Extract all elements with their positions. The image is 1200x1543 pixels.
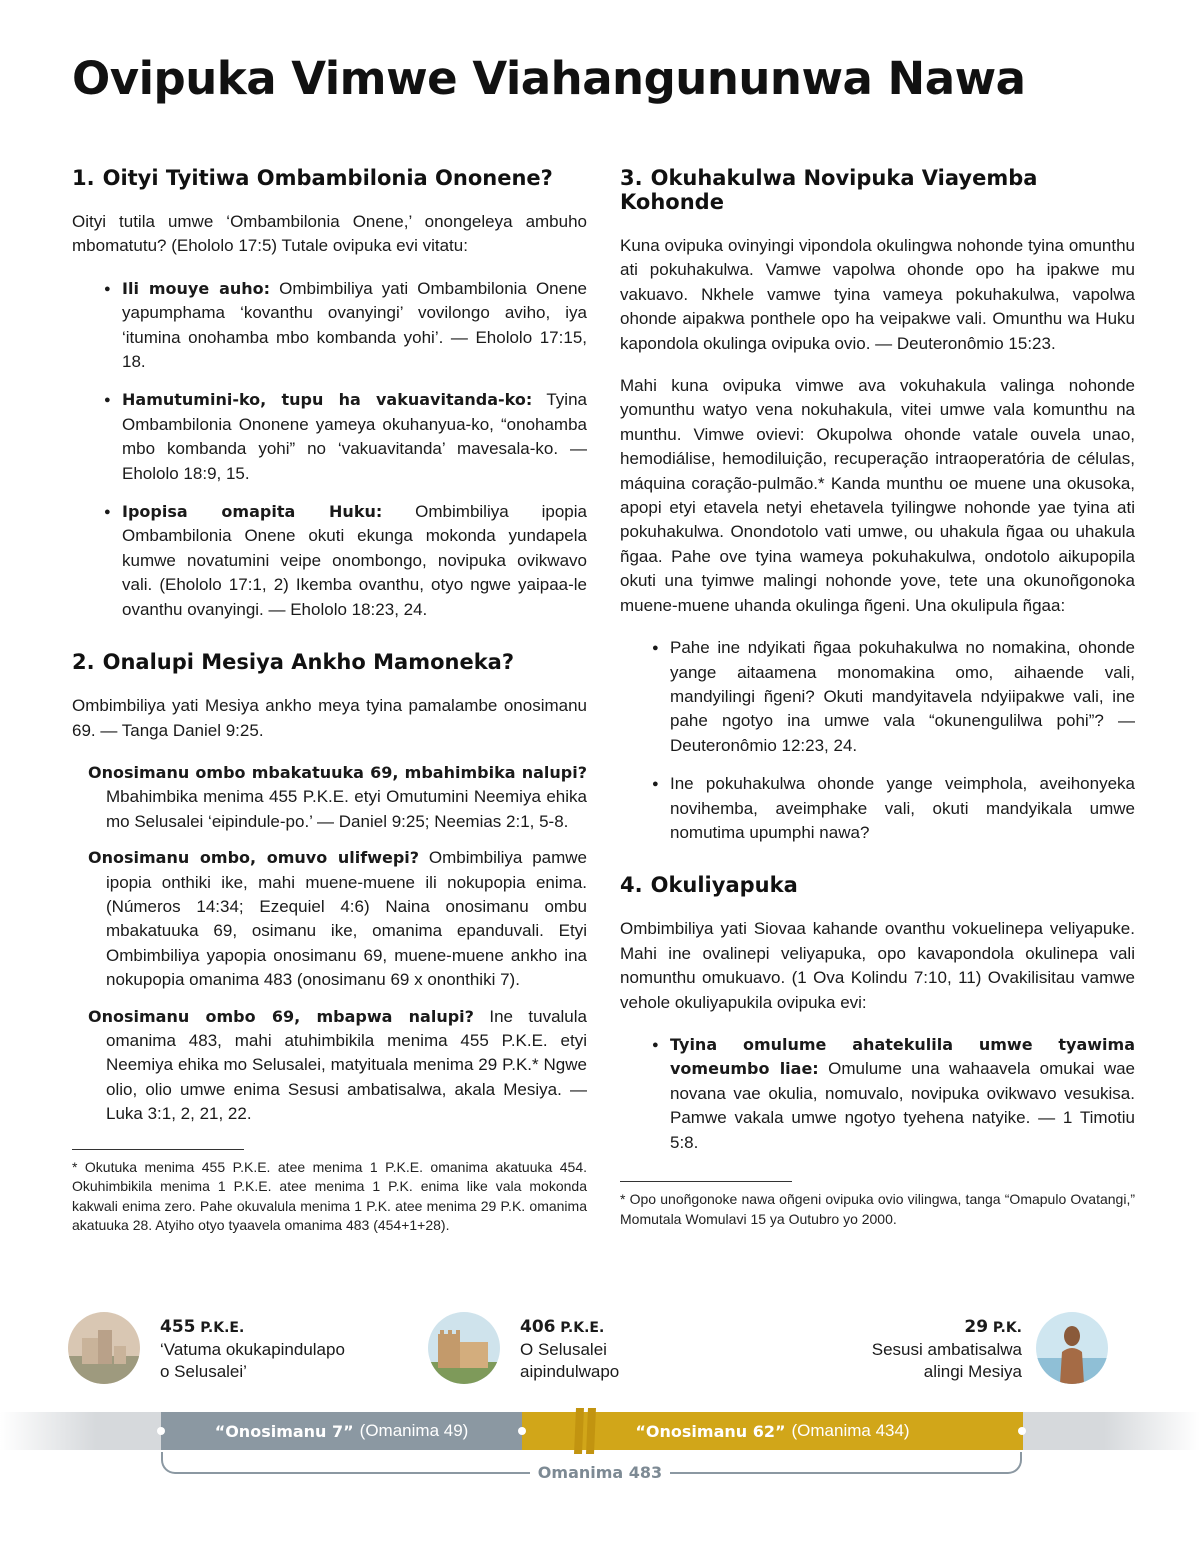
ruined-city-illustration [68, 1312, 140, 1384]
section-1 [72, 166, 587, 622]
footnote: * Opo unoñgonoke nawa oñgeni ovipuka ovio vilingwa, tanga “Omapulo Ovatangi,” Momutala Womulavi 15 ya Outubro yo 2000. [620, 1191, 1135, 1227]
total-label: Omanima 483 [530, 1463, 670, 1482]
list-item: ● Ili mouye auho: Ombimbiliya yati Ombambilonia Onene yapumphama ‘kovanthu ovanyingi’ vovilongo aviho, iya ‘itumina onohamba mbo kombanda yohi’. — Ehololo 17:15, 18. [88, 277, 587, 375]
section-1-list [72, 277, 587, 622]
section-4-list [620, 1033, 1135, 1155]
list-item: Onosimanu ombo mbakatuuka 69, mbahimbika nalupi? Mbahimbika menima 455 P.K.E. etyi Omutumini Neemiya ehika mo Selusalei ‘eipindule-po.’ — Daniel 9:25; Neemias 2:1, 5-8. [88, 762, 587, 831]
list-item: ● Ipopisa omapita Huku: Ombimbiliya ipopia Ombambilonia Onene okuti ekunga mokonda yundapela kumwe novatumini veipe onombongo, novipuka ovikwavo vali. (Ehololo 17:1, 2) Ikemba ovanthu, otyo ngwe yaipaa-le ovanthu ovanyingi. — Ehololo 18:23, 24. [88, 500, 587, 622]
section-2-intro: Ombimbiliya yati Mesiya ankho meya tyina pamalambe onosimanu 69. — Tanga Daniel 9:25. [72, 696, 587, 740]
list-item: ● Pahe ine ndyikati ñgaa pokuhakulwa no nomakina, ohonde yange aitaamena monomakina omo, aihaende vali, mandyilingi ñgeni? Okuti mandyitavela ndyiipakwe vali, ine pahe ngotyo ina umwe vala “okunengulilwa pohi”? — Deuteronômio 12:23, 24. [636, 636, 1135, 758]
list-item: Onosimanu ombo, omuvo ulifwepi? Ombimbiliya pamwe ipopia onthiki ike, mahi muene-muene ili nokupopia enima. (Números 14:34; Ezequiel 4:6) Naina onosimanu ombu mbakatuuka 69, osimanu ike, omanima epanduvali. Etyi Ombimbiliya yapopia onosimanu 69, muene-muene ankho ina nokupopia omanima 483 (onosimanu 69 x ononthiki 7). [88, 848, 588, 990]
section-2-heading: 2. Onalupi Mesiya Ankho Mamoneka? [72, 650, 515, 675]
timeline-marker [157, 1427, 165, 1435]
timeline-marker [518, 1427, 526, 1435]
sixty-two-weeks-segment: “Onosimanu 62” (Omanima 434) [522, 1412, 1023, 1450]
timeline-marker [1018, 1427, 1026, 1435]
section-4 [620, 873, 1135, 1229]
section-3-para-1: Kuna ovipuka ovinyingi vipondola okulingwa nohonde tyina omunthu ati pokuhakulwa. Vamwe vapolwa ohonde opo ha ipakwe mu vakuavo. Nkhele vamwe tyina vameya pokuhakulwa, vapolwa ohonde aipakwa ponthele opo ha veipakwe vali. Omunthu wa Huku kapondola okulinga ovipuka ovio. — Deuteronômio 15:23. [620, 236, 1135, 353]
list-item: ● Ine pokuhakulwa ohonde yange veimphola, aveihonyeka novihemba, aveimphake vali, okuti mandyikala umwe nomutima upumphi nawa? [636, 772, 1135, 845]
rebuilt-city-illustration [428, 1312, 500, 1384]
left-column [72, 166, 587, 1264]
section-2 [72, 650, 587, 1236]
section-3-list [620, 636, 1135, 845]
page-title: Ovipuka Vimwe Viahangununwa Nawa [72, 52, 1026, 105]
seven-weeks-segment: “Onosimanu 7” (Omanima 49) [161, 1412, 522, 1450]
section-4-heading: 4. Okuliyapuka [620, 873, 798, 898]
baptism-illustration [1036, 1312, 1108, 1384]
section-1-heading: 1. Oityi Tyitiwa Ombambilonia Ononene? [72, 166, 553, 190]
list-item: ● Hamutumini-ko, tupu ha vakuavitanda-ko: Tyina Ombambilonia Ononene yameya okuhanyua-ko, “onohamba mbo kombanda yohi” no ‘vakuavitanda’ mavesala-ko. — Ehololo 18:9, 15. [88, 388, 587, 486]
list-item: Onosimanu ombo 69, mbapwa nalupi? Ine tuvalula omanima 483, mahi atuhimbikila menima 455 P.K.E. etyi Neemiya ehika mo Selusalei, matyituala menima 29 P.K.* Ngwe olio, olio umwe enima Sesusi ambatisalwa, akala Mesiya. — Luka 3:1, 2, 21, 22. [88, 1006, 587, 1124]
section-1-intro: Oityi tutila umwe ‘Ombambilonia Onene,’ onongeleya ambuho mbomatutu? (Ehololo 17:5) Tutale ovipuka evi vitatu: [72, 212, 587, 256]
event-406: 406 P.K.E. O Selusalei aipindulwapo [520, 1317, 620, 1381]
right-column [620, 166, 1135, 1257]
event-29: 29 P.K. Sesusi ambatisalwa alingi Mesiya [871, 1317, 1022, 1381]
event-455: 455 P.K.E. ‘Vatuma okukapindulapo o Selusalei’ [160, 1317, 345, 1381]
section-3 [620, 166, 1135, 845]
section-3-para-2: Mahi kuna ovipuka vimwe ava vokuhakula valinga nohonde yomunthu watyo vena nokuhakula, vitei umwe vala komunthu na munthu. Vimwe ovievi: Okupolwa ohonde vatale ouvela unao, hemodiálise, hemodiluição, recuperação intraoperatória de células, máquina coração-pulmão.* Kanda munthu oe muene una okusoka, apopi etyi etavela netyi ehetavela tyilingwe nohonde yae tyina ati pokuhakulwa. Onondotolo vati umwe, ou uhakula ñgaa ou uhakula ñgaa. Pahe ove tyina wameya pokuhakulwa, ondotolo aikupopila okuti una tyimwe malingi nohonde yove, tete una okunoñgonoka muene-muene uhanda okulinga ñgeni. Una okulipula ñgaa: [620, 376, 1135, 615]
section-3-heading: 3. Okuhakulwa Novipuka Viayemba Kohonde [620, 166, 1038, 214]
footnote-divider [620, 1181, 792, 1182]
section-4-para: Ombimbiliya yati Siovaa kahande ovanthu vokuelinepa veliyapuke. Mahi ine ovalinepi veliyapuka, opo kavapondola okulinepa vali nomunthu omukuavo. (1 Ova Kolindu 7:10, 11) Ovakilisitau vamwe vehole okuliyapukila ovipuka evi: [620, 919, 1135, 1012]
footnote: * Okutuka menima 455 P.K.E. atee menima 1 P.K.E. omanima akatuuka 454. Okuhimbikila menima 1 P.K.E. atee menima 1 P.K. enima like vala mokonda kakwali enima zero. Pahe okuvalula menima 1 P.K. atee menima 29 P.K. omanima akatuuka 28. Atyiho otyo tyaavela omanima 483 (454+1+28). [72, 1158, 587, 1234]
time-break-icon [570, 1404, 602, 1458]
footnote-divider [72, 1149, 244, 1150]
list-item: ● Tyina omulume ahatekulila umwe tyawima vomeumbo liae: Omulume una wahaavela omukai wae novana vae okulia, nomuvalo, novipuka ovikwavo vesukisa. Pamwe vakala umwe ngotyo tyehena natyike. — 1 Timotiu 5:8. [636, 1033, 1135, 1155]
